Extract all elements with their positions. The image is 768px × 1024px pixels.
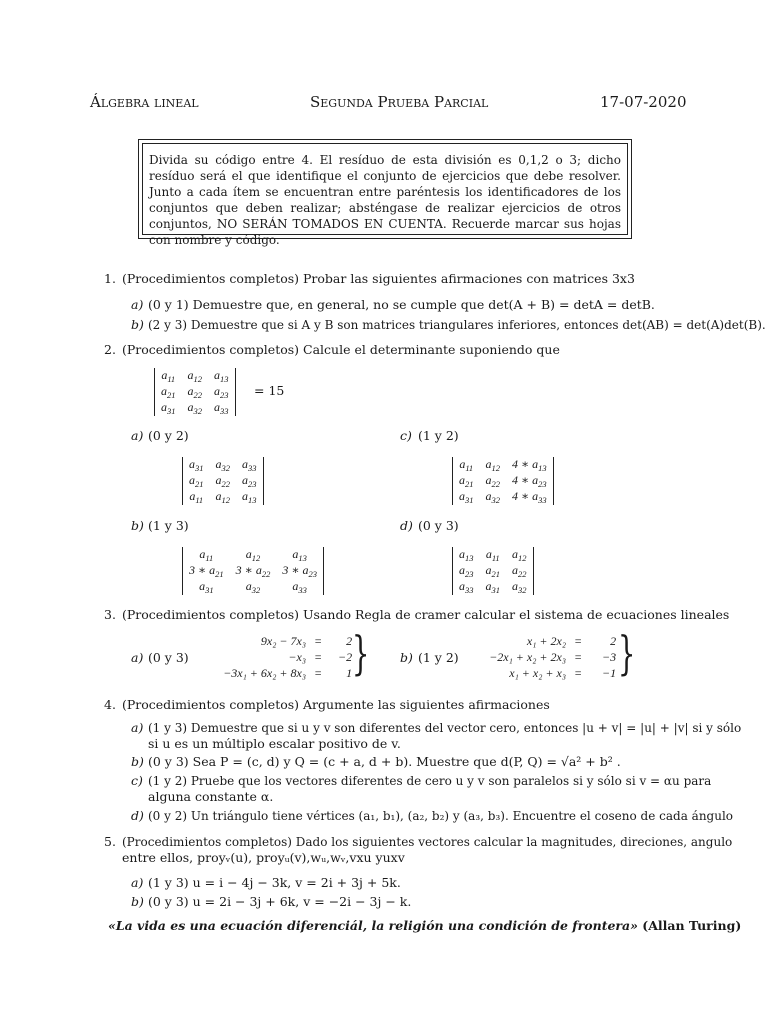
q2a-sets: (0 y 2) — [148, 428, 189, 443]
q4a-line1: (1 y 3) Demuestre que si u y v son diferentes del vector cero, entonces |u + v| = |u| + |v| si y sólo — [148, 721, 742, 735]
determinant-2c: $a_{11}$ $a_{12}$ 4 ∗ $a_{13}$ $a_{21}$ $a_{22}$ 4 ∗ $a_{23}$ $a_{31}$ $a_{32}$ 4 ∗ $a_{33}$ — [452, 457, 554, 505]
exam-date: 17-07-2020 — [600, 93, 687, 111]
determinant-2d: $a_{13}$ $a_{11}$ $a_{12}$ $a_{23}$ $a_{21}$ $a_{22}$ $a_{33}$ $a_{31}$ $a_{32}$ — [452, 547, 534, 595]
exam-title: Segunda Prueba Parcial — [310, 93, 489, 111]
eq-rhs: 2 — [346, 633, 353, 648]
determinant-2b: $a_{11}$ $a_{12}$ $a_{13}$ 3 ∗ $a_{21}$ 3 ∗ $a_{22}$ 3 ∗ $a_{23}$ $a_{31}$ $a_{32}$ $a_{33}$ — [182, 547, 324, 595]
eq-sign: = — [314, 649, 323, 664]
q1a-text: (0 y 1) Demuestre que, en general, no se cumple que det(A + B) = detA = detB. — [148, 297, 655, 312]
eq-lhs: 9x₂ − 7x₃ — [260, 633, 306, 648]
eq-rhs: −2 — [338, 649, 353, 664]
q5b-text: (0 y 3) u = 2i − 3j + 6k, v = −2i − 3j − k. — [148, 894, 412, 909]
quote-text: «La vida es una ecuación diferenciál, la religión una condición de frontera» — [108, 918, 638, 933]
instructions-box — [138, 139, 632, 247]
course-title: Álgebra lineal — [90, 93, 199, 111]
given-value: = 15 — [254, 383, 285, 398]
q4-text: (Procedimientos completos) Argumente las siguientes afirmaciones — [122, 697, 550, 712]
q4b-text: (0 y 3) Sea P = (c, d) y Q = (c + a, d + b). Muestre que d(P, Q) = √a² + b² . — [148, 754, 621, 769]
quote-author: (Allan Turing) — [642, 918, 742, 933]
q3b-label: b) — [400, 650, 413, 665]
q2-text: (Procedimientos completos) Calcule el determinante suponiendo que — [122, 342, 560, 357]
q4c-label: c) — [131, 773, 143, 788]
q4c-line2: alguna constante α. — [148, 789, 274, 804]
system-3a — [192, 633, 356, 681]
q3-number: 3. — [104, 607, 116, 622]
q1a-label: a) — [131, 297, 144, 312]
q5a-label: a) — [131, 875, 144, 890]
eq-sign: = — [574, 633, 583, 648]
eq-rhs: −1 — [602, 665, 617, 680]
q2b-sets: (1 y 3) — [148, 518, 189, 533]
q2c-label: c) — [400, 428, 412, 443]
determinant-2a: $a_{31}$ $a_{32}$ $a_{33}$ $a_{21}$ $a_{22}$ $a_{23}$ $a_{11}$ $a_{12}$ $a_{13}$ — [182, 457, 264, 505]
eq-rhs: −3 — [602, 649, 617, 664]
q1-number: 1. — [104, 271, 116, 286]
q4-number: 4. — [104, 697, 116, 712]
eq-lhs: −3x₁ + 6x₂ + 8x₃ — [223, 665, 306, 680]
q5b-label: b) — [131, 894, 144, 909]
q4c-line1: (1 y 2) Pruebe que los vectores diferentes de cero u y v son paralelos si y sólo si v = αu para — [148, 774, 712, 788]
given-determinant: $a_{11}$ $a_{12}$ $a_{13}$ $a_{21}$ $a_{22}$ $a_{23}$ $a_{31}$ $a_{32}$ $a_{33}$ — [154, 368, 236, 416]
q3b-sets: (1 y 2) — [418, 650, 459, 665]
eq-lhs: x₁ + x₂ + x₃ — [509, 665, 566, 680]
eq-rhs: 1 — [346, 665, 353, 680]
q2a-label: a) — [131, 428, 144, 443]
q4a-line2: si u es un múltiplo escalar positivo de v. — [148, 736, 401, 751]
eq-sign: = — [574, 665, 583, 680]
eq-lhs: x₁ + 2x₂ — [526, 633, 566, 648]
q2-number: 2. — [104, 342, 116, 357]
q2d-sets: (0 y 3) — [418, 518, 459, 533]
q3a-label: a) — [131, 650, 144, 665]
q4d-text: (0 y 2) Un triángulo tiene vértices (a₁, b₁), (a₂, b₂) y (a₃, b₃). Encuentre el coseno de cada ángulo — [148, 809, 734, 823]
system-3b — [462, 633, 620, 681]
q4b-label: b) — [131, 754, 144, 769]
q4a-label: a) — [131, 720, 144, 735]
eq-lhs: −x₃ — [288, 649, 306, 664]
instructions-text: Divida su código entre 4. El resíduo de esta división es 0,1,2 o 3; dicho resíduo será el que identifique el conjunto de ejercicios que debe resolver. Junto a cada ítem se encuentran entre paréntesis los identificadores de los conjuntos que deben realizar; absténgase de realizar ejercicios de otros conjuntos, NO SERÁN TOMADOS EN CUENTA. Recuerde marcar sus hojas con nombre y código. — [142, 143, 628, 235]
q5a-text: (1 y 3) u = i − 4j − 3k, v = 2i + 3j + 5k. — [148, 875, 401, 890]
q5-line1: (Procedimientos completos) Dado los siguientes vectores calcular la magnitudes, direciones, angulo — [122, 835, 733, 849]
eq-sign: = — [314, 633, 323, 648]
q5-number: 5. — [104, 834, 116, 849]
eq-sign: = — [574, 649, 583, 664]
eq-sign: = — [314, 665, 323, 680]
closing-quote — [108, 918, 741, 934]
q3a-sets: (0 y 3) — [148, 650, 189, 665]
q2d-label: d) — [400, 518, 413, 533]
eq-rhs: 2 — [610, 633, 617, 648]
brace-3a: } — [351, 626, 370, 680]
brace-3b: } — [617, 626, 636, 680]
q2b-label: b) — [131, 518, 144, 533]
eq-lhs: −2x₁ + x₂ + 2x₃ — [489, 649, 566, 664]
q4d-label: d) — [131, 808, 144, 823]
q3-text: (Procedimientos completos) Usando Regla de cramer calcular el sistema de ecuaciones lineales — [122, 607, 730, 622]
q2c-sets: (1 y 2) — [418, 428, 459, 443]
q1-text: (Procedimientos completos) Probar las siguientes afirmaciones con matrices 3x3 — [122, 271, 635, 286]
q5-line2: entre ellos, proyᵥ(u), proyᵤ(v),wᵤ,wᵥ,vxu yuxv — [122, 850, 405, 865]
q1b-label: b) — [131, 317, 144, 332]
q1b-text: (2 y 3) Demuestre que si A y B son matrices triangulares inferiores, entonces det(AB) = det(A)det(B). — [148, 318, 766, 332]
